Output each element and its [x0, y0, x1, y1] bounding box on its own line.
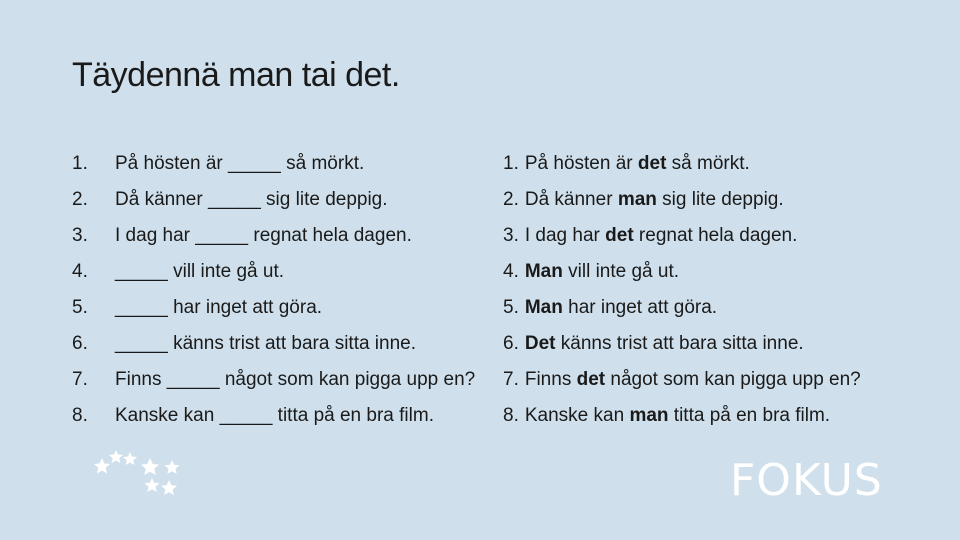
exercise-item	[72, 254, 492, 290]
answer-after: regnat hela dagen.	[633, 225, 798, 246]
item-number: 5.	[503, 297, 519, 318]
answer-word: man	[629, 405, 669, 426]
answer-word: det	[605, 225, 634, 246]
answer-after: så mörkt.	[666, 153, 750, 174]
answer-word: man	[617, 189, 657, 210]
star-shape	[109, 450, 123, 463]
exercise-list	[72, 146, 492, 434]
answer-before: Finns	[524, 369, 577, 390]
star-shape	[123, 452, 137, 465]
item-number: 6.	[72, 333, 88, 354]
star-shape	[141, 458, 159, 475]
answer-word: Det	[524, 333, 556, 354]
answer-list	[503, 146, 943, 434]
item-number: 1.	[72, 153, 88, 174]
item-text: Kanske kan _____ titta på en bra film.	[115, 405, 434, 426]
answer-after: titta på en bra film.	[668, 405, 831, 426]
exercise-item	[72, 326, 492, 362]
item-number: 2.	[503, 189, 519, 210]
item-number: 7.	[503, 369, 519, 390]
answer-after: känns trist att bara sitta inne.	[555, 333, 804, 354]
fokus-logo: FOKUS	[730, 455, 883, 506]
exercise-item	[72, 398, 492, 434]
item-number: 3.	[503, 225, 519, 246]
item-number: 3.	[72, 225, 88, 246]
answer-item	[503, 182, 943, 218]
star-shape	[145, 478, 160, 492]
answer-item	[503, 290, 943, 326]
item-text: Finns _____ något som kan pigga upp en?	[115, 369, 476, 390]
answer-word: det	[576, 369, 606, 390]
answer-before: På hösten är	[524, 153, 638, 174]
item-number: 1.	[503, 153, 519, 174]
stars-icon	[92, 448, 192, 503]
answer-after: har inget att göra.	[562, 297, 718, 318]
answer-before: Kanske kan	[524, 405, 630, 426]
answer-item	[503, 362, 943, 398]
answer-word: Man	[524, 297, 563, 318]
item-text: _____ vill inte gå ut.	[115, 261, 285, 282]
answer-after: vill inte gå ut.	[562, 261, 680, 282]
answer-word: det	[637, 153, 667, 174]
item-text: _____ har inget att göra.	[115, 297, 323, 318]
item-number: 5.	[72, 297, 88, 318]
exercise-item	[72, 218, 492, 254]
star-shape	[161, 480, 177, 495]
item-number: 2.	[72, 189, 88, 210]
exercise-item	[72, 182, 492, 218]
answer-before: I dag har	[524, 225, 606, 246]
answer-word: Man	[524, 261, 563, 282]
answer-after: sig lite deppig.	[656, 189, 784, 210]
star-shape	[94, 458, 110, 474]
item-number: 8.	[72, 405, 88, 426]
answer-item	[503, 146, 943, 182]
item-number: 7.	[72, 369, 88, 390]
item-text: På hösten är _____ så mörkt.	[115, 153, 365, 174]
star-shape	[165, 460, 180, 474]
exercise-item	[72, 290, 492, 326]
answer-item	[503, 218, 943, 254]
answer-before: Då känner	[524, 189, 618, 210]
item-number: 8.	[503, 405, 519, 426]
item-number: 6.	[503, 333, 519, 354]
answer-after: något som kan pigga upp en?	[605, 369, 861, 390]
item-text: Då känner _____ sig lite deppig.	[115, 189, 388, 210]
answer-item	[503, 326, 943, 362]
item-text: I dag har _____ regnat hela dagen.	[115, 225, 412, 246]
answer-item	[503, 398, 943, 434]
answer-item	[503, 254, 943, 290]
exercise-item	[72, 146, 492, 182]
page-title: Täydennä man tai det.	[72, 56, 400, 94]
exercise-item	[72, 362, 492, 398]
item-text: _____ känns trist att bara sitta inne.	[115, 333, 417, 354]
item-number: 4.	[72, 261, 88, 282]
item-number: 4.	[503, 261, 519, 282]
